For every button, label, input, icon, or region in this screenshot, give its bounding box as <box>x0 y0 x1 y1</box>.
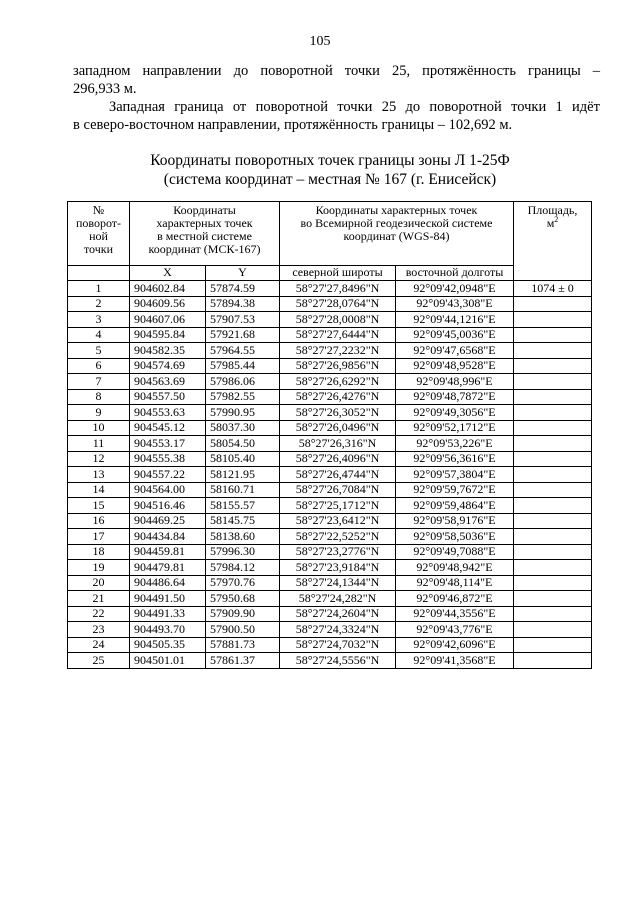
header-area <box>514 202 592 281</box>
cell-east-longitude: 92°09'46,872"E <box>396 591 514 607</box>
cell-east-longitude: 92°09'41,3568"E <box>396 653 514 669</box>
word: 25, <box>391 63 411 79</box>
table-row <box>68 467 592 483</box>
word: до <box>405 99 421 115</box>
cell-north-latitude: 58°27'26,0496"N <box>280 420 396 436</box>
header-north-latitude: северной широты <box>280 266 396 281</box>
paragraph-line <box>73 98 600 116</box>
word: границы <box>528 63 581 79</box>
table-row <box>68 451 592 467</box>
table-title-line: (система координат – местная № 167 (г. Енисейск) <box>163 171 497 188</box>
cell-y: 58054.50 <box>206 436 280 452</box>
cell-point-number: 20 <box>68 575 130 591</box>
cell-north-latitude: 58°27'26,6292"N <box>280 374 396 390</box>
table-row <box>68 327 592 343</box>
cell-north-latitude: 58°27'23,9184"N <box>280 560 396 576</box>
cell-y: 57861.37 <box>206 653 280 669</box>
cell-area-empty <box>514 420 592 436</box>
cell-north-latitude: 58°27'27,6444"N <box>280 327 396 343</box>
paragraph-line: 296,933 м. <box>73 81 137 97</box>
cell-north-latitude: 58°27'24,2604"N <box>280 606 396 622</box>
cell-east-longitude: 92°09'56,3616"E <box>396 451 514 467</box>
table-row <box>68 575 592 591</box>
cell-point-number: 17 <box>68 529 130 545</box>
paragraph-west-boundary <box>73 98 600 134</box>
paragraph-line <box>73 62 600 80</box>
page-number: 105 <box>309 34 331 49</box>
word: западном <box>73 63 131 79</box>
cell-point-number: 14 <box>68 482 130 498</box>
cell-x: 904564.00 <box>130 482 206 498</box>
cell-east-longitude: 92°09'48,114"E <box>396 575 514 591</box>
cell-y: 57996.30 <box>206 544 280 560</box>
paragraph-line: в северо-восточном направлении, протяжённость границы – 102,692 м. <box>73 117 513 133</box>
cell-north-latitude: 58°27'26,9856"N <box>280 358 396 374</box>
cell-east-longitude: 92°09'45,0036"E <box>396 327 514 343</box>
cell-x: 904491.50 <box>130 591 206 607</box>
cell-area-empty <box>514 312 592 328</box>
header-area-unit-exp: 2 <box>554 215 559 224</box>
cell-point-number: 1 <box>68 281 130 297</box>
cell-point-number: 6 <box>68 358 130 374</box>
cell-area-empty <box>514 296 592 312</box>
cell-east-longitude: 92°09'57,3804"E <box>396 467 514 483</box>
table-row <box>68 312 592 328</box>
cell-y: 57990.95 <box>206 405 280 421</box>
cell-north-latitude: 58°27'26,4276"N <box>280 389 396 405</box>
paragraph-west-direction <box>73 62 600 98</box>
cell-y: 57894.38 <box>206 296 280 312</box>
cell-x: 904493.70 <box>130 622 206 638</box>
cell-point-number: 19 <box>68 560 130 576</box>
cell-point-number: 10 <box>68 420 130 436</box>
cell-east-longitude: 92°09'44,3556"E <box>396 606 514 622</box>
header-area-label: Площадь, <box>527 203 578 217</box>
cell-area-empty <box>514 606 592 622</box>
cell-east-longitude: 92°09'49,3056"E <box>396 405 514 421</box>
cell-y: 58037.30 <box>206 420 280 436</box>
cell-area-empty <box>514 575 592 591</box>
cell-north-latitude: 58°27'24,282"N <box>280 591 396 607</box>
cell-point-number: 8 <box>68 389 130 405</box>
cell-y: 57881.73 <box>206 637 280 653</box>
table-row <box>68 637 592 653</box>
cell-east-longitude: 92°09'48,9528"E <box>396 358 514 374</box>
cell-area-empty <box>514 622 592 638</box>
cell-east-longitude: 92°09'58,5036"E <box>396 529 514 545</box>
cell-east-longitude: 92°09'43,308"E <box>396 296 514 312</box>
cell-y: 58121.95 <box>206 467 280 483</box>
cell-y: 58160.71 <box>206 482 280 498</box>
cell-north-latitude: 58°27'24,7032"N <box>280 637 396 653</box>
coordinates-table <box>67 201 592 669</box>
cell-north-latitude: 58°27'23,6412"N <box>280 513 396 529</box>
header-local-coordinates: Координаты характерных точек в местной системе координат (МСК-167) <box>130 202 280 266</box>
cell-point-number: 25 <box>68 653 130 669</box>
cell-east-longitude: 92°09'48,996"E <box>396 374 514 390</box>
table-row <box>68 606 592 622</box>
word: поворотной <box>429 99 502 115</box>
cell-east-longitude: 92°09'47,6568"E <box>396 343 514 359</box>
cell-y: 57970.76 <box>206 575 280 591</box>
header-x: X <box>130 266 206 281</box>
cell-east-longitude: 92°09'43,776"E <box>396 622 514 638</box>
cell-area-empty <box>514 451 592 467</box>
word: поворотной <box>255 99 328 115</box>
table-title-line: Координаты поворотных точек границы зоны Л 1-25Ф <box>150 152 510 169</box>
word: идёт <box>572 99 600 115</box>
cell-point-number: 22 <box>68 606 130 622</box>
cell-x: 904545.12 <box>130 420 206 436</box>
cell-x: 904607.06 <box>130 312 206 328</box>
word: граница <box>174 99 224 115</box>
cell-x: 904557.22 <box>130 467 206 483</box>
cell-north-latitude: 58°27'25,1712"N <box>280 498 396 514</box>
table-row <box>68 653 592 669</box>
cell-north-latitude: 58°27'26,3052"N <box>280 405 396 421</box>
cell-x: 904609.56 <box>130 296 206 312</box>
word: до <box>233 63 249 79</box>
cell-x: 904553.17 <box>130 436 206 452</box>
cell-x: 904555.38 <box>130 451 206 467</box>
cell-area-empty <box>514 637 592 653</box>
table-row <box>68 529 592 545</box>
cell-point-number: 24 <box>68 637 130 653</box>
cell-east-longitude: 92°09'49,7088"E <box>396 544 514 560</box>
table-row <box>68 420 592 436</box>
table-title <box>60 151 600 189</box>
table-row <box>68 343 592 359</box>
word: – <box>592 63 600 79</box>
cell-east-longitude: 92°09'42,0948"E <box>396 281 514 297</box>
cell-north-latitude: 58°27'27,8496"N <box>280 281 396 297</box>
cell-north-latitude: 58°27'28,0008"N <box>280 312 396 328</box>
cell-area-empty <box>514 560 592 576</box>
cell-x: 904459.81 <box>130 544 206 560</box>
cell-east-longitude: 92°09'52,1712"E <box>396 420 514 436</box>
cell-east-longitude: 92°09'44,1216"E <box>396 312 514 328</box>
table-row <box>68 389 592 405</box>
cell-y: 57909.90 <box>206 606 280 622</box>
header-wgs-coordinates: Координаты характерных точек во Всемирной геодезической системе координат (WGS-84) <box>280 202 514 266</box>
cell-north-latitude: 58°27'26,4096"N <box>280 451 396 467</box>
cell-x: 904479.81 <box>130 560 206 576</box>
cell-area-empty <box>514 513 592 529</box>
cell-x: 904505.35 <box>130 637 206 653</box>
cell-y: 57964.55 <box>206 343 280 359</box>
cell-x: 904486.64 <box>130 575 206 591</box>
table-row <box>68 591 592 607</box>
cell-y: 57907.53 <box>206 312 280 328</box>
cell-area-empty <box>514 467 592 483</box>
cell-area-empty <box>514 591 592 607</box>
table-row <box>68 436 592 452</box>
header-point-number: № поворот- ной точки <box>68 202 130 266</box>
cell-y: 57900.50 <box>206 622 280 638</box>
cell-y: 58105.40 <box>206 451 280 467</box>
table-row <box>68 498 592 514</box>
cell-area-empty <box>514 544 592 560</box>
cell-area-empty <box>514 529 592 545</box>
cell-north-latitude: 58°27'27,2232"N <box>280 343 396 359</box>
header-area-unit: м <box>546 216 555 230</box>
cell-point-number: 16 <box>68 513 130 529</box>
cell-east-longitude: 92°09'42,6096"E <box>396 637 514 653</box>
cell-north-latitude: 58°27'26,4744"N <box>280 467 396 483</box>
table-row <box>68 513 592 529</box>
cell-x: 904434.84 <box>130 529 206 545</box>
cell-y: 57985.44 <box>206 358 280 374</box>
cell-north-latitude: 58°27'28,0764"N <box>280 296 396 312</box>
word: от <box>232 99 247 115</box>
word: точки <box>344 63 380 79</box>
cell-east-longitude: 92°09'48,7872"E <box>396 389 514 405</box>
header-y: Y <box>206 266 280 281</box>
cell-area-empty <box>514 374 592 390</box>
cell-north-latitude: 58°27'26,7084"N <box>280 482 396 498</box>
table-row <box>68 358 592 374</box>
cell-point-number: 9 <box>68 405 130 421</box>
cell-point-number: 4 <box>68 327 130 343</box>
cell-y: 58145.75 <box>206 513 280 529</box>
cell-x: 904574.69 <box>130 358 206 374</box>
table-row <box>68 622 592 638</box>
cell-x: 904595.84 <box>130 327 206 343</box>
word: 1 <box>555 99 563 115</box>
cell-north-latitude: 58°27'26,316"N <box>280 436 396 452</box>
word: точки <box>337 99 373 115</box>
table-row <box>68 296 592 312</box>
cell-area-empty <box>514 389 592 405</box>
cell-north-latitude: 58°27'23,2776"N <box>280 544 396 560</box>
cell-point-number: 18 <box>68 544 130 560</box>
cell-x: 904501.01 <box>130 653 206 669</box>
coordinates-table-body <box>68 281 592 669</box>
cell-area-empty <box>514 327 592 343</box>
cell-x: 904602.84 <box>130 281 206 297</box>
table-row <box>68 560 592 576</box>
cell-y: 57921.68 <box>206 327 280 343</box>
cell-area-empty <box>514 343 592 359</box>
word: протяжённость <box>422 63 516 79</box>
cell-north-latitude: 58°27'24,1344"N <box>280 575 396 591</box>
cell-y: 58138.60 <box>206 529 280 545</box>
cell-area-empty <box>514 498 592 514</box>
cell-y: 57950.68 <box>206 591 280 607</box>
word: Западная <box>109 99 165 115</box>
cell-x: 904557.50 <box>130 389 206 405</box>
header-east-longitude: восточной долготы <box>396 266 514 281</box>
cell-area-empty <box>514 482 592 498</box>
cell-point-number: 3 <box>68 312 130 328</box>
cell-y: 57982.55 <box>206 389 280 405</box>
cell-area: 1074 ± 0 <box>514 281 592 297</box>
cell-point-number: 15 <box>68 498 130 514</box>
cell-point-number: 13 <box>68 467 130 483</box>
cell-point-number: 7 <box>68 374 130 390</box>
cell-point-number: 5 <box>68 343 130 359</box>
cell-area-empty <box>514 436 592 452</box>
word: 25 <box>381 99 397 115</box>
cell-y: 58155.57 <box>206 498 280 514</box>
cell-point-number: 2 <box>68 296 130 312</box>
cell-x: 904582.35 <box>130 343 206 359</box>
cell-area-empty <box>514 405 592 421</box>
cell-east-longitude: 92°09'58,9176"E <box>396 513 514 529</box>
word: поворотной <box>260 63 333 79</box>
cell-east-longitude: 92°09'59,4864"E <box>396 498 514 514</box>
cell-point-number: 11 <box>68 436 130 452</box>
table-row <box>68 544 592 560</box>
cell-area-empty <box>514 653 592 669</box>
cell-north-latitude: 58°27'24,3324"N <box>280 622 396 638</box>
cell-east-longitude: 92°09'59,7672"E <box>396 482 514 498</box>
cell-north-latitude: 58°27'22,5252"N <box>280 529 396 545</box>
cell-y: 57984.12 <box>206 560 280 576</box>
header-blank <box>68 266 130 281</box>
cell-x: 904491.33 <box>130 606 206 622</box>
table-row <box>68 374 592 390</box>
cell-y: 57874.59 <box>206 281 280 297</box>
table-row <box>68 405 592 421</box>
cell-point-number: 23 <box>68 622 130 638</box>
cell-x: 904563.69 <box>130 374 206 390</box>
cell-x: 904516.46 <box>130 498 206 514</box>
word: направлении <box>142 63 222 79</box>
table-row <box>68 281 592 297</box>
cell-point-number: 12 <box>68 451 130 467</box>
cell-east-longitude: 92°09'53,226"E <box>396 436 514 452</box>
table-row <box>68 482 592 498</box>
cell-x: 904553.63 <box>130 405 206 421</box>
cell-y: 57986.06 <box>206 374 280 390</box>
cell-point-number: 21 <box>68 591 130 607</box>
cell-x: 904469.25 <box>130 513 206 529</box>
cell-east-longitude: 92°09'48,942"E <box>396 560 514 576</box>
cell-area-empty <box>514 358 592 374</box>
cell-north-latitude: 58°27'24,5556"N <box>280 653 396 669</box>
word: точки <box>511 99 547 115</box>
